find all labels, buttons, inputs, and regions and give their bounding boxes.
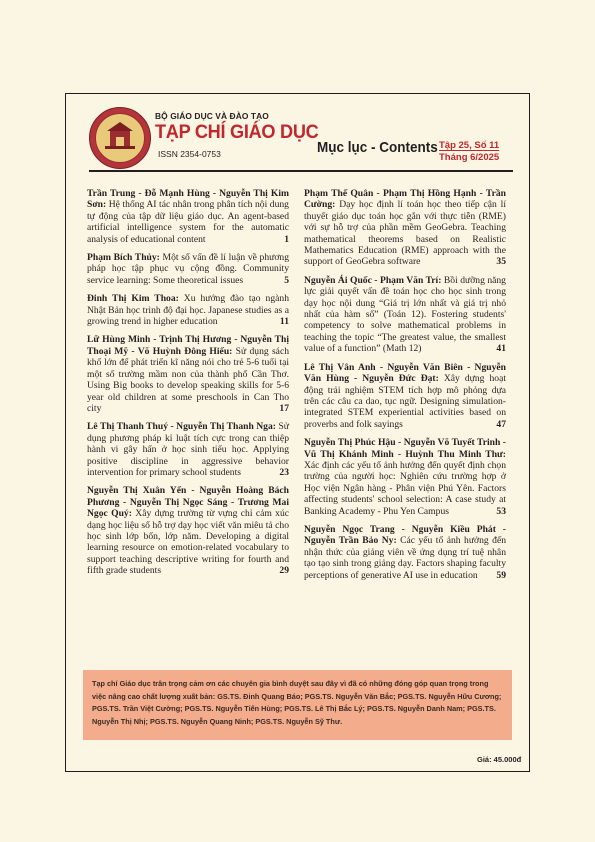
entry-title: Một số vấn đề lí luận về phương pháp học tập phục vụ cộng đồng. Community service learning: Some theoretical issues bbox=[87, 252, 290, 286]
entry-authors: Nguyễn Ái Quốc - Phạm Văn Trí: bbox=[304, 274, 442, 286]
toc-entry[interactable] bbox=[87, 293, 289, 327]
entry-title: Bồi dưỡng năng lực giải quyết vấn đề toán học cho học sinh trong dạy học nội dung “Giá trị lớn nhất và giá trị nhỏ nhất của hàm số” (Toán 12). Fostering students' competency to solve mathematical problems in teaching the topic “The greatest value, the smallest value of a function” (Math 12) bbox=[304, 274, 506, 355]
entry-authors: Trần Trung - Đỗ Mạnh Hùng - Nguyễn Thị Kim Sơn: bbox=[87, 188, 289, 211]
journal-header bbox=[89, 107, 514, 167]
entry-page-number: 5 bbox=[284, 274, 289, 286]
journal-title: TẠP CHÍ GIÁO DỤC bbox=[155, 121, 319, 143]
toc-entry[interactable] bbox=[304, 437, 506, 517]
entry-page-number: 23 bbox=[279, 466, 289, 478]
entry-title: Các yếu tố ảnh hưởng đến nhận thức của giảng viên về ứng dụng trí tuệ nhân tạo tạo sinh trong giảng dạy. Factors shaping faculty perceptions of generative AI use in education bbox=[304, 535, 506, 581]
entry-page-number: 47 bbox=[496, 418, 506, 430]
toc-entry[interactable] bbox=[87, 334, 289, 414]
toc-entry[interactable] bbox=[304, 275, 506, 355]
issn: ISSN 2354-0753 bbox=[158, 149, 221, 159]
contents-column-left bbox=[87, 188, 289, 584]
toc-entry[interactable] bbox=[304, 524, 506, 581]
entry-page-number: 59 bbox=[496, 569, 506, 581]
contents-column-right bbox=[304, 188, 506, 588]
entry-title: Hệ thống AI tác nhân trong phân tích nội dung tự động của tập dữ liệu giáo dục. An agent-based artificial intelligence system for the automatic analysis of educational content bbox=[87, 199, 289, 245]
entry-page-number: 1 bbox=[284, 233, 289, 245]
entry-authors: Nguyễn Thị Phúc Hậu - Nguyễn Võ Tuyết Trinh - Vũ Thị Khánh Minh - Huỳnh Thu Minh Thư: bbox=[304, 437, 506, 460]
toc-entry[interactable] bbox=[87, 421, 289, 478]
entry-page-number: 35 bbox=[496, 256, 506, 268]
entry-title: Sử dụng phương pháp kỉ luật tích cực trong can thiệp hành vi gây hấn ở học sinh tiểu học. Applying positive discipline in aggressive behavior intervention for primary school students bbox=[87, 421, 289, 478]
entry-page-number: 29 bbox=[279, 565, 289, 577]
entry-title: Xác định các yếu tố ảnh hưởng đến quyết định chọn trường của người học: Nghiên cứu trường hợp ở Học viện Ngân hàng - Phân viện Phú Yên. Factors affecting students' school selection: A case study at Banking Academy - Phu Yen Campus bbox=[304, 459, 506, 517]
entry-page-number: 53 bbox=[496, 505, 506, 517]
entry-page-number: 11 bbox=[279, 316, 289, 328]
entry-authors: Đinh Thị Kim Thoa: bbox=[87, 293, 179, 305]
entry-title: Dạy học định lí toán học theo tiếp cận lí thuyết giáo dục toán học gắn với thực tiễn (RME) với sự hỗ trợ của phần mềm GeoGebra. Teaching mathematical theorems based on Realistic Mathematics Education (RME) approach with the support of GeoGebra software bbox=[304, 199, 506, 268]
price: Giá: 45.000đ bbox=[477, 755, 522, 764]
entry-authors: Nguyễn Thị Xuân Yến - Nguyễn Hoàng Bách Phương - Nguyễn Thị Ngọc Sáng - Trương Mai Ngọc Quý: bbox=[87, 485, 289, 520]
entry-authors: Lê Thị Vân Anh - Nguyễn Văn Biên - Nguyễn Văn Hùng - Nguyễn Đức Đạt: bbox=[304, 361, 506, 385]
entry-title: Xu hướng đào tạo ngành Nhật Bản học trình độ đại học. Japanese studies as a growing trend in higher education bbox=[87, 293, 289, 328]
ministry-name: BỘ GIÁO DỤC VÀ ĐÀO TẠO bbox=[155, 111, 269, 121]
toc-entry[interactable] bbox=[87, 252, 289, 286]
contents-heading: Mục lục - Contents bbox=[317, 139, 438, 156]
volume-number: Tập 25, Số 11 bbox=[439, 140, 500, 151]
entry-page-number: 17 bbox=[279, 402, 289, 414]
journal-logo bbox=[89, 107, 151, 169]
entry-authors: Phạm Thế Quân - Phạm Thị Hồng Hạnh - Trần Cường: bbox=[304, 188, 506, 211]
entry-authors: Lê Thị Thanh Thuý - Nguyễn Thị Thanh Nga: bbox=[87, 421, 276, 433]
entry-authors: Phạm Bích Thủy: bbox=[87, 252, 160, 264]
acknowledgement-text: Tạp chí Giáo dục trân trọng cảm ơn các chuyên gia bình duyệt sau đây vì đã có những đóng góp quan trọng trong việc nâng cao chất lượng xuất bản: GS.TS. Đinh Quang Báo; PGS.TS. Nguyễn Văn Bắc; PGS.TS. Nguyễn Hữu Cương; PGS.TS. Trần Việt Cường; PGS.TS. Nguyễn Tiến Hùng; PGS.TS. Lê Thị Bắc Lý; PGS.TS. Nguyễn Danh Nam; PGS.TS. Nguyễn Thị Nhị; PGS.TS. Nguyễn Quang Ninh; PGS.TS. Nguyễn Sỹ Thư. bbox=[92, 679, 502, 726]
entry-title: Xây dựng hoạt động trải nghiệm STEM tích hợp mô phỏng dựa trên các câu ca dao, tục ngữ. Designing simulation-integrated STEM experiential activities based on proverbs and folk sayings bbox=[304, 373, 506, 430]
toc-entry[interactable] bbox=[304, 362, 506, 430]
toc-entry[interactable] bbox=[87, 188, 289, 245]
entry-title: Sử dụng sách khổ lớn để phát triển kĩ năng nói cho trẻ 5-6 tuổi tại một số trường mầm non của thành phố Cần Thơ. Using Big books to develop speaking skills for 5-6 year old children at some preschools in Can Tho city bbox=[87, 345, 289, 414]
entry-authors: Lữ Hùng Minh - Trịnh Thị Hương - Nguyễn Thị Thoại Mỹ - Võ Huỳnh Đông Hiếu: bbox=[87, 334, 289, 357]
issue-info bbox=[439, 140, 499, 164]
issue-month: Tháng 6/2025 bbox=[439, 152, 500, 163]
toc-entry[interactable] bbox=[87, 485, 289, 576]
header-divider bbox=[89, 170, 513, 172]
entry-authors: Nguyễn Ngọc Trang - Nguyễn Kiều Phát - Nguyễn Trần Bảo Ny: bbox=[304, 523, 506, 547]
entry-title: Xây dựng trường từ vựng chỉ cảm xúc dạng học liệu số hỗ trợ dạy học viết văn miêu tả cho học sinh lớp bốn, lớp năm. Developing a digital learning resource on emotion-related vocabulary to support teaching descriptive writing for fourth and fifth grade students bbox=[87, 508, 290, 577]
toc-entry[interactable] bbox=[304, 188, 506, 268]
acknowledgement-box bbox=[83, 670, 512, 740]
entry-page-number: 41 bbox=[496, 343, 506, 355]
